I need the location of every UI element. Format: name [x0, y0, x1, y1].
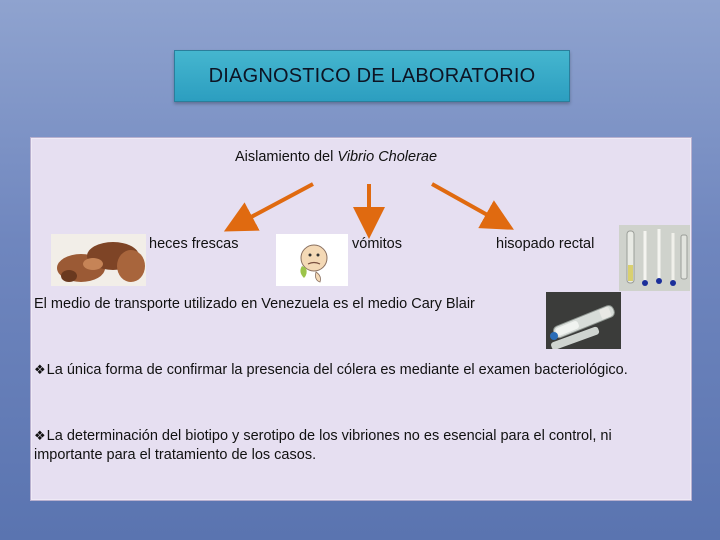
swab-image: [619, 225, 690, 291]
feces-photo: [51, 234, 146, 286]
transport-text: El medio de transporte utilizado en Venezuela es el medio Cary Blair: [34, 296, 475, 312]
label-feces: heces frescas: [149, 236, 239, 252]
feces-image: [51, 234, 146, 286]
vomit-image: [276, 234, 348, 286]
bullet-paragraph-2: [34, 426, 684, 465]
bullet-text-1: La única forma de confirmar la presencia del cólera es mediante el examen bacteriológico.: [46, 362, 628, 378]
cary-blair-tube-photo: [546, 292, 621, 349]
bullet-icon: ❖: [34, 362, 46, 377]
organism-name: Vibrio Cholerae: [337, 149, 438, 165]
label-swab: hisopado rectal: [496, 236, 595, 252]
swab-tubes-photo: [619, 225, 690, 291]
label-vomit: vómitos: [352, 236, 402, 252]
bullet-icon: ❖: [34, 428, 46, 443]
arrow-left: [238, 184, 313, 224]
slide-title-text: DIAGNOSTICO DE LABORATORIO: [208, 64, 536, 87]
bullet-text-2: La determinación del biotipo y serotipo de los vibriones no es esencial para el control, ni importante para el tratamiento de los casos.: [34, 428, 612, 463]
arrow-right: [432, 184, 500, 222]
cary-blair-image: [546, 292, 621, 349]
vomit-illustration: [276, 234, 348, 286]
bullet-paragraph-1: [34, 360, 674, 380]
isolation-prefix: Aislamiento del: [235, 149, 338, 165]
